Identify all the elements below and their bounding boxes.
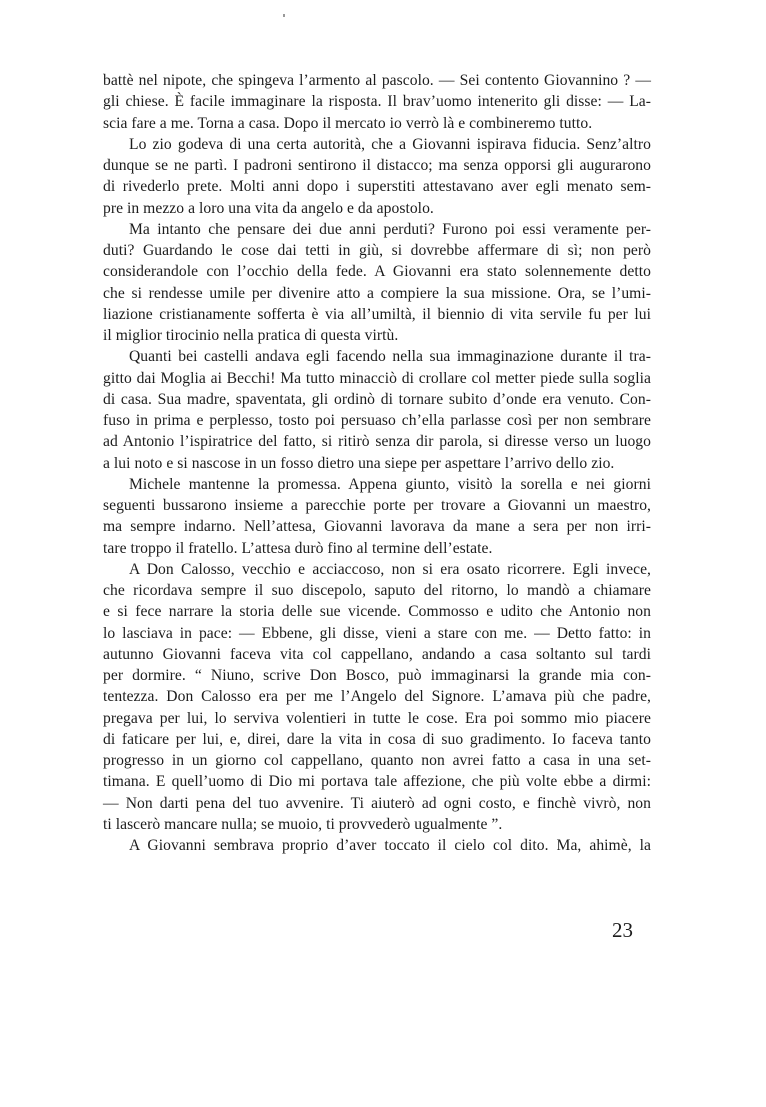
text-line: tentezza. Don Calosso era per me l’Angelo del Signore. L’amava più che padre, [103, 688, 651, 706]
text-line: dunque se ne partì. I padroni sentirono il distacco; ma senza opporsi gli augurarono [103, 157, 651, 174]
text-line: Ma intanto che pensare dei due anni perduti? Furono poi essi veramente per- [129, 220, 651, 238]
text-line: di faticare per lui, e, direi, dare la vita in cosa di suo gradimento. Io faceva tanto [103, 730, 651, 748]
text-line: duti? Guardando le cose dai tetti in giù, si dovrebbe affermare di sì; non però [103, 242, 651, 259]
text-line: di casa. Sua madre, spaventata, gli ordinò di tornare subito d’onde era venuto. Con- [103, 390, 651, 408]
text-line: che si rendesse umile per divenire atto a compiere la sua missione. Ora, se l’umi- [103, 284, 651, 302]
page-number: 23 [612, 918, 633, 942]
text-line: progresso in un giorno col cappellano, quanto non avrei fatto a casa in una set- [103, 752, 651, 769]
text-line: gitto dai Moglia ai Becchi! Ma tutto minacciò di crollare col metter piede sulla soglia [103, 369, 651, 387]
text-line: A Giovanni sembrava proprio d’aver toccato il cielo col dito. Ma, ahimè, la [129, 837, 651, 854]
text-line: liazione cristianamente sofferta è via all’umiltà, il biennio di vita servile fu per lui [103, 305, 651, 323]
text-line: fuso in prima e perplesso, tosto poi persuaso ch’ella parlasse così per non sembrare [103, 412, 651, 429]
paragraph [103, 70, 651, 134]
text-line: Quanti bei castelli andava egli facendo nella sua immaginazione durante il tra- [129, 348, 651, 366]
paragraph [103, 835, 651, 856]
text-line: il miglior tirocinio nella pratica di questa virtù. [103, 327, 399, 344]
text-line: considerandole con l’occhio della fede. A Giovanni era stato solennemente detto [103, 263, 651, 281]
text-line: pre in mezzo a loro una vita da angelo e da apostolo. [103, 199, 434, 217]
paragraph [103, 219, 651, 347]
text-line: autunno Giovanni faceva vita col cappellano, andando a casa soltanto sul tardi [103, 645, 651, 663]
text-line: A Don Calosso, vecchio e acciaccoso, non si era osato ricorrere. Egli invece, [129, 560, 651, 578]
text-line: che ricordava sempre il suo discepolo, saputo del ritorno, lo mandò a chiamare [103, 582, 651, 599]
paragraph [103, 559, 651, 835]
text-line: pregava per lui, lo serviva volentieri in tutte le cose. Era poi sommo mio piacere [103, 709, 651, 727]
text-line: seguenti bussarono insieme a parecchie porte per trovare a Giovanni un maestro, [103, 497, 651, 514]
text-line: lo lasciava in pace: — Ebbene, gli disse, vieni a stare con me. — Detto fatto: in [103, 624, 651, 642]
body-text [103, 70, 651, 856]
text-line: ma sempre indarno. Nell’attesa, Giovanni lavorava da mane a sera per non irri- [103, 518, 651, 536]
text-line: a lui noto e si nascose in un fosso dietro una siepe per aspettare l’arrivo dello zio. [103, 454, 615, 472]
paragraph [103, 346, 651, 474]
text-line: e si fece narrare la storia delle sue vicende. Commosso e udito che Antonio non [103, 603, 651, 621]
text-line: ti lascerò mancare nulla; se muoio, ti provvederò ugualmente ”. [103, 815, 503, 833]
text-line: di rivederlo prete. Molti anni dopo i superstiti attestavano aver egli menato sem- [103, 178, 651, 196]
text-line: gli chiese. È facile immaginare la risposta. Il brav’uomo intenerito gli disse: — La- [103, 93, 651, 111]
text-line: Michele mantenne la promessa. Appena giunto, visitò la sorella e nei giorni [129, 475, 651, 493]
text-line: tare troppo il fratello. L’attesa durò fino al termine dell’estate. [103, 539, 493, 557]
paragraph [103, 474, 651, 559]
text-line: per dormire. “ Niuno, scrive Don Bosco, può immaginarsi la grande mia con- [103, 667, 651, 684]
scan-speck [283, 14, 285, 17]
text-line: — Non darti pena del tuo avvenire. Ti aiuterò ad ogni costo, e finchè vivrò, non [103, 794, 651, 812]
paragraph [103, 134, 651, 219]
text-line: ad Antonio l’ispiratrice del fatto, si ritirò senza dir parola, si diresse verso un luogo [103, 433, 651, 451]
text-line: Lo zio godeva di una certa autorità, che a Giovanni ispirava fiducia. Senz’altro [129, 135, 651, 153]
text-line: scia fare a me. Torna a casa. Dopo il mercato io verrò là e combineremo tutto. [103, 114, 593, 132]
text-line: timana. E quell’uomo di Dio mi portava tale affezione, che più volte ebbe a dirmi: [103, 773, 651, 791]
text-line: battè nel nipote, che spingeva l’armento al pascolo. — Sei contento Giovannino ? — [103, 72, 651, 89]
